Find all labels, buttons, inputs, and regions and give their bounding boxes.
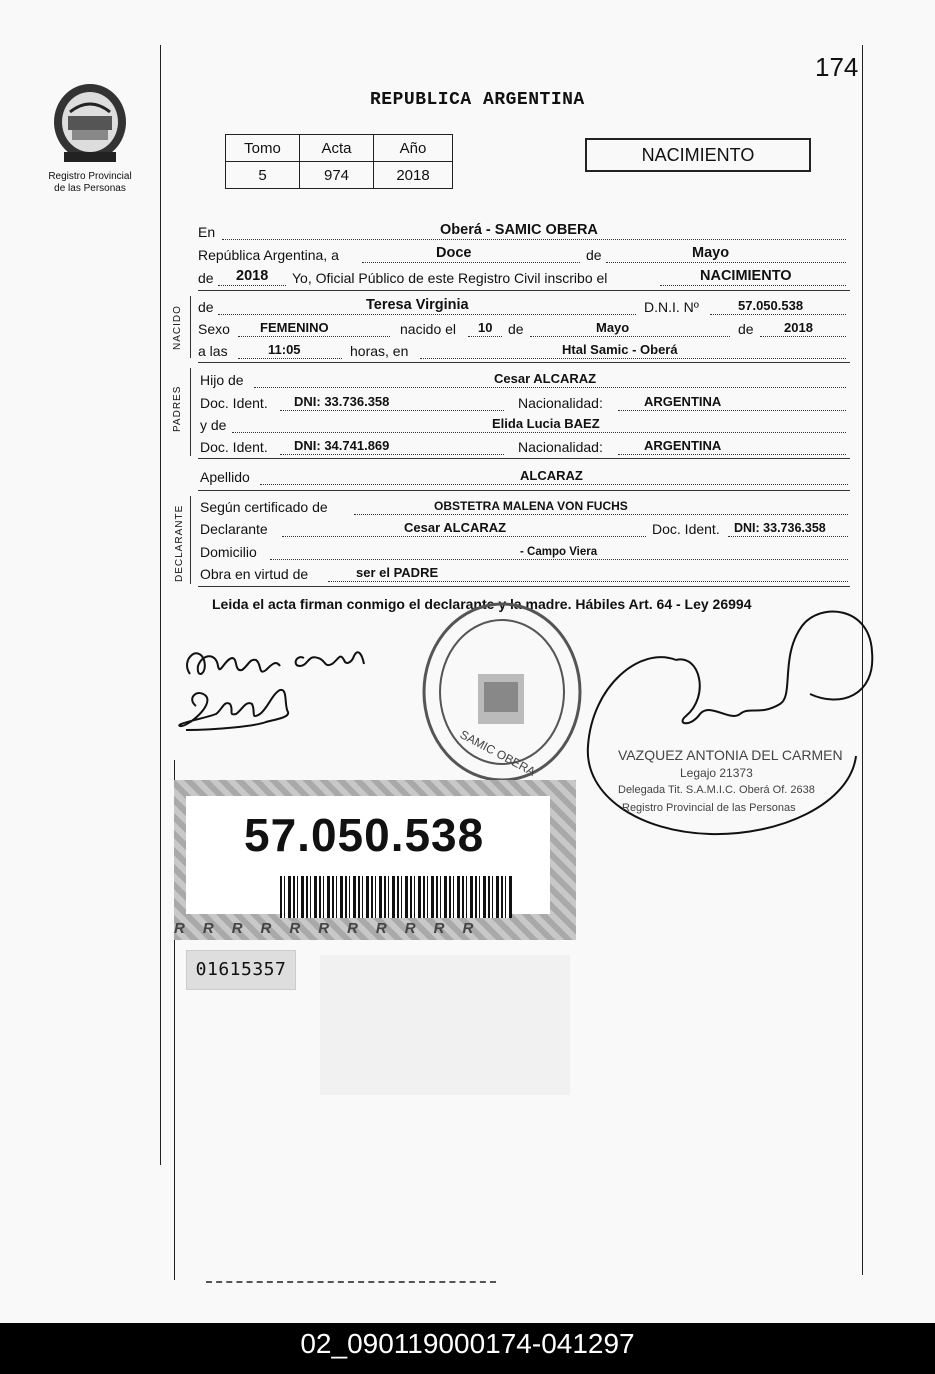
acta-value: 974 xyxy=(300,162,374,189)
padres-bar xyxy=(190,368,191,456)
madre-doc-label: Doc. Ident. xyxy=(200,439,268,455)
hijo-de-row xyxy=(198,370,848,390)
nacido-dia: 10 xyxy=(478,320,493,335)
inscripcion-row xyxy=(198,268,848,288)
horas-en-label: horas, en xyxy=(350,343,409,359)
dia-value: Doce xyxy=(436,245,472,261)
registry-caption-line1: Registro Provincial xyxy=(48,171,132,182)
declarante-doc: DNI: 33.736.358 xyxy=(734,521,826,535)
en-value: Oberá - SAMIC OBERA xyxy=(440,222,598,238)
bottom-fold-mark xyxy=(206,1281,496,1283)
declarante-doc-label: Doc. Ident. xyxy=(652,521,720,537)
sticker-pattern: RRRRRRRRRRR xyxy=(174,920,492,937)
padre-nac-label: Nacionalidad: xyxy=(518,395,603,411)
nacido-sexo: FEMENINO xyxy=(260,320,329,335)
nacido-de-label-2: de xyxy=(508,321,524,337)
id-sticker-number: 57.050.538 xyxy=(244,809,485,861)
registry-caption-line2: de las Personas xyxy=(54,183,126,194)
nacido-lugar: Htal Samic - Oberá xyxy=(562,342,678,357)
nacido-dni: 57.050.538 xyxy=(738,298,804,313)
id-sticker xyxy=(174,780,576,940)
mes-value: Mayo xyxy=(692,245,730,261)
record-type-box: NACIMIENTO xyxy=(585,138,811,172)
tomo-value: 5 xyxy=(226,162,300,189)
acta-header: Acta xyxy=(300,135,374,162)
hijo-de-label: Hijo de xyxy=(200,372,244,388)
page-title: REPUBLICA ARGENTINA xyxy=(370,90,585,110)
padre-doc-row xyxy=(198,393,848,413)
y-de-label: y de xyxy=(200,417,227,433)
hora-row xyxy=(198,341,848,361)
faded-sticker-mark xyxy=(320,955,570,1095)
anio-value: 2018 xyxy=(374,162,453,189)
padre-doc: DNI: 33.736.358 xyxy=(294,394,390,409)
domicilio-value: - Campo Viera xyxy=(520,546,598,558)
de-label-2: de xyxy=(198,270,214,286)
tomo-header: Tomo xyxy=(226,135,300,162)
en-label: En xyxy=(198,224,216,240)
declarante-row xyxy=(198,519,848,539)
nacido-section-label: NACIDO xyxy=(172,305,183,350)
barcode-icon xyxy=(280,876,512,918)
page-number: 174 xyxy=(815,52,859,82)
registry-caption xyxy=(30,171,150,195)
nacido-mes: Mayo xyxy=(596,320,630,335)
nacido-bar xyxy=(190,296,191,358)
nacido-anio: 2018 xyxy=(784,320,813,335)
left-margin-line xyxy=(160,45,161,1165)
y-de-row xyxy=(198,415,848,435)
sexo-label: Sexo xyxy=(198,321,230,337)
separator xyxy=(198,290,850,291)
declarante-bar xyxy=(190,496,191,584)
nacido-de-label-3: de xyxy=(738,321,754,337)
declarante-section-label: DECLARANTE xyxy=(174,504,185,582)
domicilio-row xyxy=(198,542,848,562)
nacido-hora: 11:05 xyxy=(268,342,301,357)
madre-nac: ARGENTINA xyxy=(644,438,722,453)
officer-legajo: Legajo 21373 xyxy=(680,766,753,780)
declarante-nombre: Cesar ALCARAZ xyxy=(404,520,507,535)
inscribo-value: NACIMIENTO xyxy=(700,268,792,284)
escudo-misiones-icon xyxy=(50,82,130,166)
record-table xyxy=(225,134,453,189)
certificado-value: OBSTETRA MALENA VON FUCHS xyxy=(434,499,628,513)
separator xyxy=(198,586,850,587)
declarante-label: Declarante xyxy=(200,521,268,537)
nacido-el-label: nacido el xyxy=(400,321,457,337)
madre-doc-row xyxy=(198,437,848,457)
separator xyxy=(198,490,850,491)
anio-header: Año xyxy=(374,135,453,162)
apellido-row xyxy=(198,467,848,487)
certificado-label: Según certificado de xyxy=(200,499,328,515)
republica-label: República Argentina, a xyxy=(198,247,339,263)
separator xyxy=(198,362,850,363)
padres-section-label: PADRES xyxy=(172,385,183,432)
closing-text: Leida el acta firman conmigo el declarante y la madre. Hábiles Art. 64 - Ley 26994 xyxy=(212,596,752,612)
apellido-value: ALCARAZ xyxy=(520,468,583,483)
en-row xyxy=(198,222,848,242)
obra-label: Obra en virtud de xyxy=(200,566,309,582)
republica-row xyxy=(198,245,848,265)
seal-bottom-text: SAMIC OBERA xyxy=(457,727,538,779)
nacido-de-label: de xyxy=(198,299,214,315)
anio-value-text: 2018 xyxy=(236,268,269,284)
apellido-label: Apellido xyxy=(200,469,250,485)
inscribo-label: Yo, Oficial Público de este Registro Civil inscribo el xyxy=(292,270,608,286)
domicilio-label: Domicilio xyxy=(200,544,257,560)
madre-doc: DNI: 34.741.869 xyxy=(294,438,390,453)
sexo-row xyxy=(198,319,848,339)
officer-cargo: Delegada Tit. S.A.M.I.C. Oberá Of. 2638 xyxy=(618,784,815,796)
padre-nac: ARGENTINA xyxy=(644,394,722,409)
separator xyxy=(198,458,850,459)
madre-nombre: Elida Lucia BAEZ xyxy=(492,416,600,431)
id-sticker-panel xyxy=(186,796,550,914)
footer-code: 02_090119000174-041297 xyxy=(0,1323,935,1374)
nacido-nombre: Teresa Virginia xyxy=(366,297,469,313)
control-number: 01615357 xyxy=(186,950,296,990)
padre-nombre: Cesar ALCARAZ xyxy=(494,371,597,386)
officer-name: VAZQUEZ ANTONIA DEL CARMEN xyxy=(618,747,843,763)
obra-row xyxy=(198,564,848,584)
certificado-row xyxy=(198,497,848,517)
nombre-row xyxy=(198,297,848,317)
dni-label: D.N.I. Nº xyxy=(644,299,699,315)
madre-nac-label: Nacionalidad: xyxy=(518,439,603,455)
obra-value: ser el PADRE xyxy=(356,565,439,580)
officer-registro: Registro Provincial de las Personas xyxy=(622,802,796,814)
declarant-signature xyxy=(176,630,386,740)
a-las-label: a las xyxy=(198,343,228,359)
padre-doc-label: Doc. Ident. xyxy=(200,395,268,411)
de-label: de xyxy=(586,247,602,263)
